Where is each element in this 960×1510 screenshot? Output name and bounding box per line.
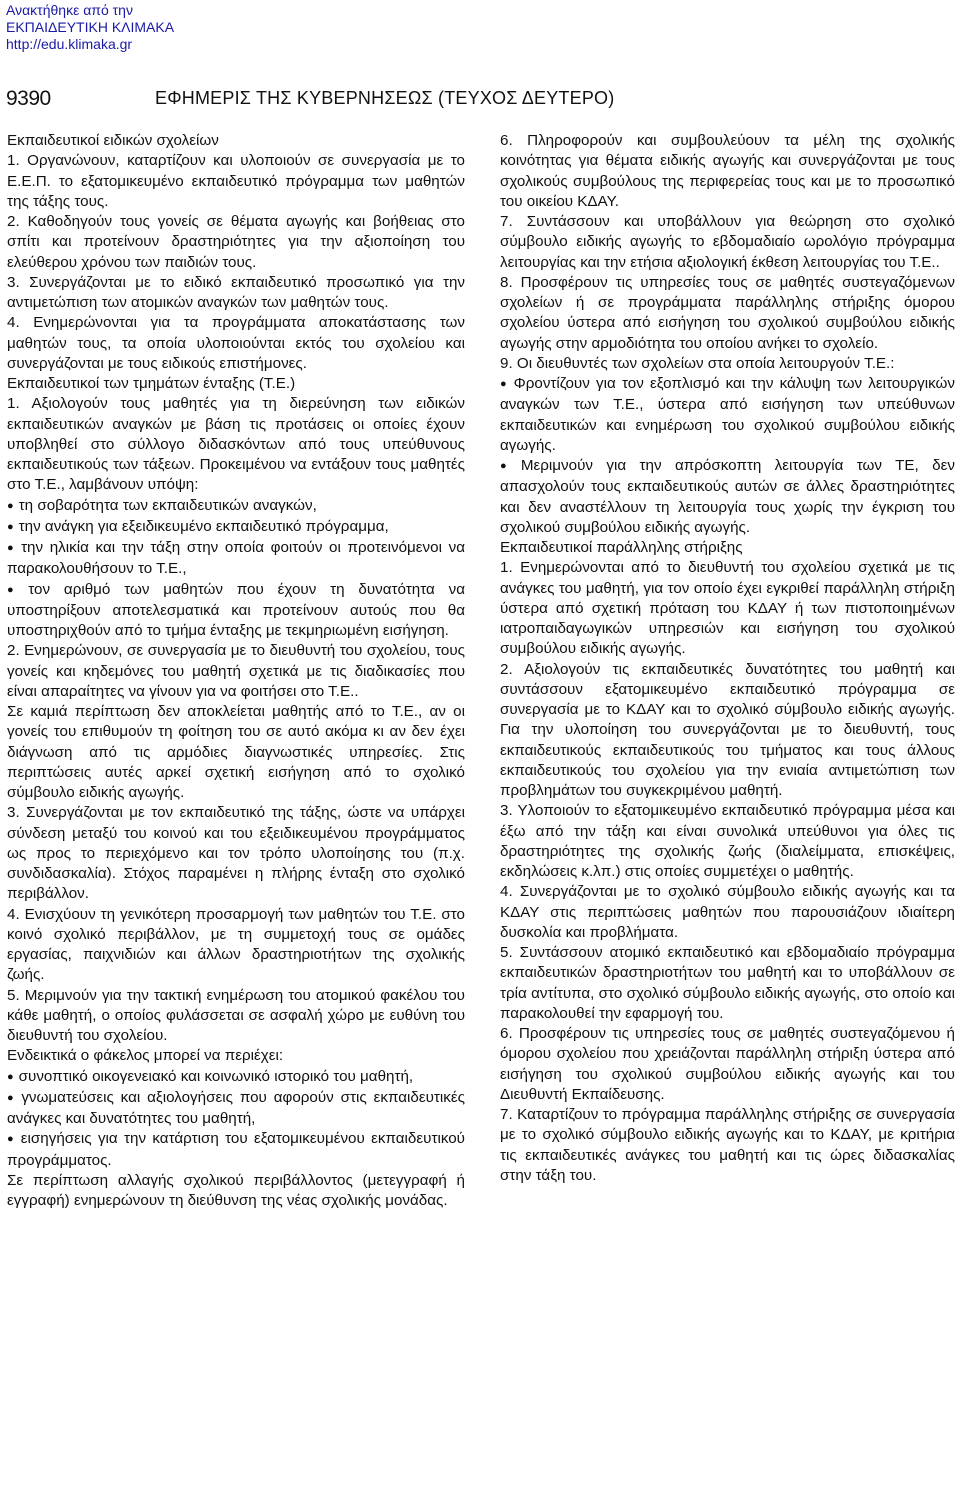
section-heading: Εκπαιδευτικοί ειδικών σχολείων	[7, 132, 219, 149]
paragraph: 5. Συντάσσουν ατομικό εκπαιδευτικό και εβδομαδιαίο πρόγραμμα εκπαιδευτικών δραστηριοτήτων του μαθητή και το υποβάλλουν σε τρία αντίτυπα, στο σχολικό σύμβουλο ειδικής αγωγής, στο οποίο και παρακολουθεί την εφαρμογή του.	[500, 944, 955, 1022]
paragraph: Ενδεικτικά ο φάκελος μπορεί να περιέχει:	[7, 1047, 284, 1065]
paragraph: 6. Πληροφορούν και συμβουλεύουν τα μέλη της σχολικής κοινότητας για θέματα ειδικής αγωγής και συνεργάζονται με τους σχολικούς συμβούλους της περιφερείας τους και με το προσωπικό του οικείου ΚΔΑΥ.	[500, 132, 955, 210]
paragraph: Σε περίπτωση αλλαγής σχολικού περιβάλλοντος (μετεγγραφή ή εγγραφή) ενημερώνουν τη διεύθυνση της νέας σχολικής μονάδας.	[7, 1171, 465, 1209]
paragraph: 4. Ενισχύουν τη γενικότερη προσαρμογή των μαθητών του Τ.Ε. στο κοινό σχολικό περιβάλλον, με τη συμμετοχή τους σε ομάδες εργασίας, παιχνιδιών και άλλων δραστηριοτήτων της σχολικής ζωής.	[7, 905, 465, 984]
right-column	[500, 131, 955, 1186]
page-header	[6, 87, 954, 111]
paragraph: 1. Αξιολογούν τους μαθητές για τη διερεύνηση των ειδικών εκπαιδευτικών αναγκών με βάση τις προτάσεις οι οποίες έχουν υποβληθεί στο σύλλογο διδασκόντων από τους υπεύθυνους εκπαιδευτικούς των τάξεων. Προκειμένου να εντάξουν τους μαθητές στο Τ.Ε., λαμβάνουν υπόψη:	[7, 395, 465, 494]
paragraph: 2. Ενημερώνουν, σε συνεργασία με το διευθυντή του σχολείου, τους γονείς και κηδεμόνες του μαθητή σχετικά με τις διαδικασίες που είναι απαραίτητες να γίνουν για να φοιτήσει στο Τ.Ε..	[7, 642, 465, 700]
bullet-item: ● την ανάγκη για εξειδικευμένο εκπαιδευτικό πρόγραμμα,	[7, 517, 465, 538]
paragraph: 4. Ενημερώνονται για τα προγράμματα αποκατάστασης των μαθητών τους, τα οποία υλοποιούνται εκτός του σχολείου και συνεργάζονται με τους ειδικούς επιστήμονες.	[7, 314, 465, 372]
paragraph: Σε καμιά περίπτωση δεν αποκλείεται μαθητής από το Τ.Ε., αν οι γονείς του επιθυμούν τη φοίτηση του σε αυτό ακόμα κι αν δεν έχει διάγνωση από τις αρμόδιες διαγνωστικές υπηρεσίες. Στις περιπτώσεις αυτές αρκεί σχετική εισήγηση από το σχολικό σύμβουλο ειδικής αγωγής.	[7, 703, 465, 801]
gazette-title: ΕΦΗΜΕΡΙΣ ΤΗΣ ΚΥΒΕΡΝΗΣΕΩΣ (ΤΕΥΧΟΣ ΔΕΥΤΕΡΟ)	[155, 88, 615, 108]
paragraph: 7. Συντάσσουν και υποβάλλουν για θεώρηση στο σχολικό σύμβουλο ειδικής αγωγής το εβδομαδιαίο ωρολόγιο πρόγραμμα λειτουργίας και την ετήσια αξιολογική έκθεση λειτουργίας του Τ.Ε..	[500, 213, 955, 271]
page-number: 9390	[6, 87, 51, 110]
bullet-item: ● τη σοβαρότητα των εκπαιδευτικών αναγκών,	[7, 496, 465, 517]
bullet-item: ● γνωματεύσεις και αξιολογήσεις που αφορούν στις εκπαιδευτικές ανάγκες και δυνατότητες του μαθητή,	[7, 1088, 465, 1130]
paragraph: 1. Οργανώνουν, καταρτίζουν και υλοποιούν σε συνεργασία με το Ε.Ε.Π. το εξατομικευμένο εκπαιδευτικό πρόγραμμα των μαθητών της τάξης τους.	[7, 152, 465, 210]
paragraph: 8. Προσφέρουν τις υπηρεσίες τους σε μαθητές συστεγαζόμενων σχολείων ή σε προγράμματα παράλληλης στήριξης όμορου σχολείου ύστερα από εισήγηση του σχολικού συμβούλου ειδικής αγωγής στην αρμοδιότητα του οποίου ανήκει το σχολείο.	[500, 273, 955, 352]
source-line-1[interactable]: Ανακτήθηκε από την	[6, 2, 133, 18]
paragraph: 3. Υλοποιούν το εξατομικευμένο εκπαιδευτικό πρόγραμμα μέσα και έξω από την τάξη και είναι συνολικά υπεύθυνοι για όλες τις δραστηριότητες της σχολικής ζωής (διαλείμματα, επισκέψεις, εκδηλώσεις κ.λπ.) στις οποίες συμμετέχει ο μαθητής.	[500, 802, 955, 880]
paragraph: 9. Οι διευθυντές των σχολείων στα οποία λειτουργούν Τ.Ε.:	[500, 354, 895, 372]
paragraph: 2. Αξιολογούν τις εκπαιδευτικές δυνατότητες του μαθητή και συντάσσουν εξατομικευμένο εκπαιδευτικό πρόγραμμα σε συνεργασία με το ΚΔΑΥ και το σχολικό σύμβουλο ειδικής αγωγής. Για την υλοποίηση του συνεργάζονται με το διευθυντή, τους εκπαιδευτικούς εκπαιδευτικούς του τμήματος και τους άλλους εκπαιδευτικούς του σχολείου για την ενιαία αντιμετώπιση των προβλημάτων του συγκεκριμένου μαθητή.	[500, 660, 955, 799]
source-banner	[6, 2, 174, 53]
bullet-item: ● την ηλικία και την τάξη στην οποία φοιτούν οι προτεινόμενοι να παρακολουθήσουν το Τ.Ε.,	[7, 538, 465, 580]
paragraph: 4. Συνεργάζονται με το σχολικό σύμβουλο ειδικής αγωγής και τα ΚΔΑΥ στις περιπτώσεις μαθητών που παρουσιάζουν ιδιαίτερη δυσκολία και προβλήματα.	[500, 883, 955, 941]
paragraph: 1. Ενημερώνονται από το διευθυντή του σχολείου σχετικά με τις ανάγκες του μαθητή, για τον οποίο έχει εγκριθεί παράλληλη στήριξη ύστερα από σχετική πρόταση του ΚΔΑΥ ή των πιστοποιημένων ιατροπαιδαγωγικών υπηρεσιών και εισήγηση του σχολικού συμβούλου ειδικής αγωγής.	[500, 559, 955, 658]
left-column	[7, 131, 465, 1211]
bullet-item: ● συνοπτικό οικογενειακό και κοινωνικό ιστορικό του μαθητή,	[7, 1067, 465, 1088]
paragraph: 3. Συνεργάζονται με τον εκπαιδευτικό της τάξης, ώστε να υπάρχει σύνδεση μεταξύ του κοινού και του εξειδικευμένου προγράμματος ως προς το περιεχόμενο και τον τρόπο υλοποίησης του (π.χ. συνδιδασκαλία). Στόχος παραμένει η πλήρης ένταξη στο σχολικό περιβάλλον.	[7, 804, 465, 903]
section-heading: Εκπαιδευτικοί παράλληλης στήριξης	[500, 539, 743, 556]
paragraph: 7. Καταρτίζουν το πρόγραμμα παράλληλης στήριξης σε συνεργασία με το σχολικό σύμβουλο ειδικής αγωγής και το ΚΔΑΥ, με κριτήρια τις εκπαιδευτικές ανάγκες του μαθητή και τις ώρες διδασκαλίας στην τάξη του.	[500, 1106, 955, 1184]
source-line-2[interactable]: ΕΚΠΑΙΔΕΥΤΙΚΗ ΚΛΙΜΑΚΑ	[6, 19, 175, 35]
paragraph: 5. Μεριμνούν για την τακτική ενημέρωση του ατομικού φακέλου του κάθε μαθητή, ο οποίος φυλάσσεται σε ασφαλή χώρο με ευθύνη του διευθυντή του σχολείου.	[7, 986, 465, 1044]
paragraph: 2. Καθοδηγούν τους γονείς σε θέματα αγωγής και βοήθειας στο σπίτι και προτείνουν δραστηριότητες για την αξιοποίηση του ελεύθερου χρόνου των παιδιών τους.	[7, 213, 465, 271]
bullet-item: ● Μεριμνούν για την απρόσκοπτη λειτουργία των ΤΕ, δεν απασχολούν τους εκπαιδευτικούς αυτών σε άλλες δραστηριότητες και δεν αναστέλλουν τη λειτουργία τους χωρίς την έγκριση του σχολικού συμβούλου ειδικής αγωγής.	[500, 456, 955, 538]
section-heading: Εκπαιδευτικοί των τμημάτων ένταξης (Τ.Ε.)	[7, 375, 296, 392]
source-url-link[interactable]: http://edu.klimaka.gr	[6, 36, 133, 52]
bullet-item: ● εισηγήσεις για την κατάρτιση του εξατομικευμένου εκπαιδευτικού προγράμματος.	[7, 1129, 465, 1171]
bullet-item: ● τον αριθμό των μαθητών που έχουν τη δυνατότητα να υποστηρίξουν αποτελεσματικά και προτείνουν αυτούς που θα υποστηριχθούν από το τμήμα ένταξης με τεκμηριωμένη εισήγηση.	[7, 580, 465, 642]
paragraph: 3. Συνεργάζονται με το ειδικό εκπαιδευτικό προσωπικό για την αντιμετώπιση των ατομικών αναγκών των μαθητών τους.	[7, 273, 465, 311]
paragraph: 6. Προσφέρουν τις υπηρεσίες τους σε μαθητές συστεγαζόμενου ή όμορου σχολείου που χρειάζονται παράλληλη στήριξη ύστερα από εισήγηση του σχολικού συμβούλου ειδικής αγωγής και του Διευθυντή Εκπαίδευσης.	[500, 1025, 955, 1103]
bullet-item: ● Φροντίζουν για τον εξοπλισμό και την κάλυψη των λειτουργικών αναγκών των Τ.Ε., ύστερα από εισήγηση των υπεύθυνων εκπαιδευτικών και ενημέρωση του σχολικού συμβούλου ειδικής αγωγής.	[500, 374, 955, 456]
